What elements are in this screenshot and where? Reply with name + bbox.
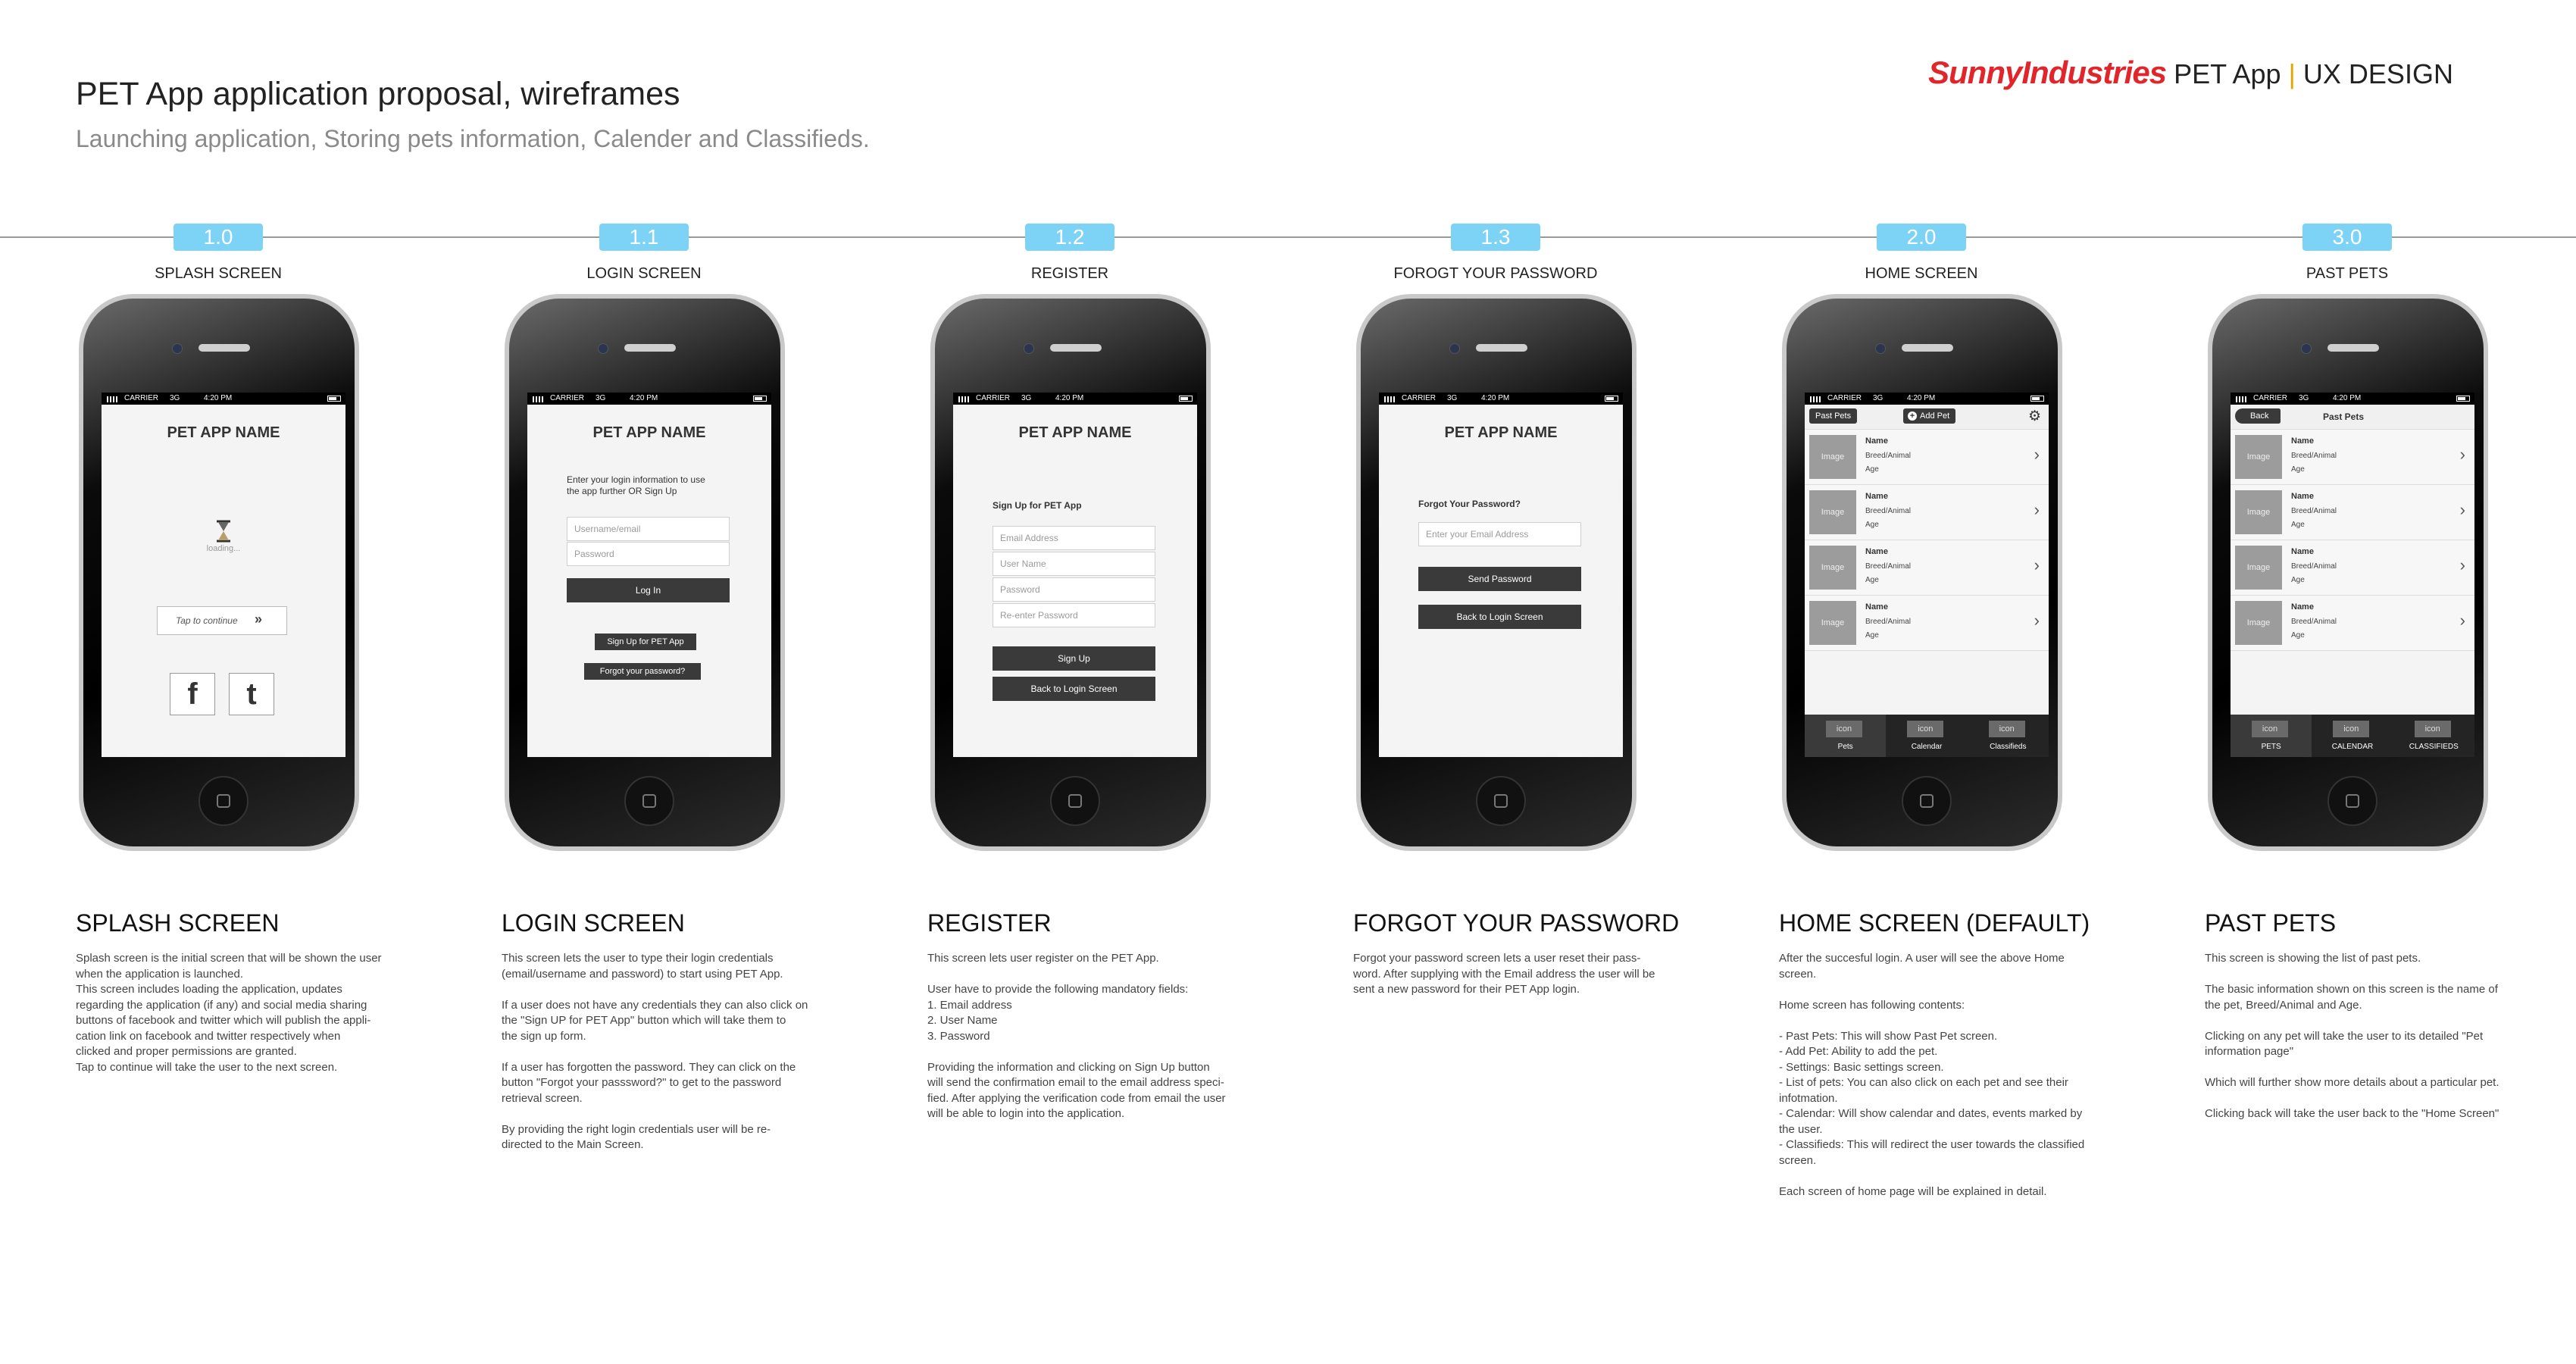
pet-list bbox=[1805, 430, 2049, 651]
status-bar bbox=[527, 393, 771, 405]
pet-image-placeholder: Image bbox=[2235, 601, 2282, 645]
phone-screen bbox=[102, 393, 345, 757]
speaker-grille bbox=[199, 344, 250, 352]
phone-screen bbox=[2231, 393, 2474, 757]
battery-icon bbox=[1605, 396, 1618, 402]
tab-icon-placeholder: icon bbox=[1989, 721, 2025, 737]
pet-image-placeholder: Image bbox=[1809, 435, 1856, 479]
tab-label: CLASSIFIEDS bbox=[2409, 743, 2459, 751]
battery-icon bbox=[1179, 396, 1193, 402]
description-title: REGISTER bbox=[927, 909, 1052, 937]
hourglass-icon bbox=[215, 520, 232, 546]
tab-label: Calendar bbox=[1911, 743, 1943, 751]
time-label: 4:20 PM bbox=[630, 394, 658, 402]
back-to-login-button[interactable]: Back to Login Screen bbox=[993, 677, 1155, 701]
battery-icon bbox=[2456, 396, 2470, 402]
carrier-label: CARRIER bbox=[124, 394, 159, 402]
pet-age: Age bbox=[2291, 631, 2305, 640]
description-title: PAST PETS bbox=[2205, 909, 2337, 937]
screen-label: LOGIN SCREEN bbox=[586, 265, 702, 282]
battery-icon bbox=[2030, 396, 2044, 402]
screen-number-badge: 1.3 bbox=[1451, 224, 1540, 251]
phone-mockup bbox=[79, 294, 359, 851]
pet-list-item[interactable] bbox=[2231, 540, 2474, 596]
signal-icon bbox=[107, 396, 117, 402]
home-square-icon bbox=[642, 794, 656, 808]
status-bar bbox=[1805, 393, 2049, 405]
signal-icon bbox=[958, 396, 969, 402]
screen-number-badge: 3.0 bbox=[2302, 224, 2392, 251]
tab-bar bbox=[2231, 715, 2474, 757]
signal-icon bbox=[2236, 396, 2246, 402]
nav-bar bbox=[1805, 405, 2049, 430]
chevron-right-icon: › bbox=[2459, 500, 2465, 519]
phone-mockup bbox=[1782, 294, 2062, 851]
brand-app-name: PET App bbox=[2174, 58, 2281, 89]
pet-breed: Breed/Animal bbox=[1865, 452, 1912, 460]
screen-label: REGISTER bbox=[1030, 265, 1109, 282]
loading-text: loading... bbox=[206, 544, 241, 553]
camera-icon bbox=[172, 343, 183, 354]
brand-logo: SunnyIndustries bbox=[1928, 55, 2167, 90]
description-body: Forgot your password screen lets a user reset their pass- word. After supplying with the Email address the user will be sent a new password for their PET App login. bbox=[1353, 952, 1655, 996]
signup-button[interactable]: Sign Up bbox=[993, 646, 1155, 671]
forgot-password-heading: Forgot Your Password? bbox=[1418, 499, 1521, 509]
carrier-label: CARRIER bbox=[2253, 394, 2288, 402]
page-title: PET App application proposal, wireframes bbox=[76, 76, 680, 112]
screen-number-badge: 1.0 bbox=[174, 224, 263, 251]
home-button[interactable] bbox=[2327, 776, 2377, 826]
home-square-icon bbox=[1920, 794, 1934, 808]
double-chevron-icon: » bbox=[255, 612, 263, 627]
home-button[interactable] bbox=[624, 776, 674, 826]
pet-breed: Breed/Animal bbox=[2291, 618, 2337, 626]
network-label: 3G bbox=[170, 394, 180, 402]
tab-calendar[interactable] bbox=[2312, 715, 2393, 757]
tap-to-continue-label: Tap to continue bbox=[176, 615, 238, 626]
chevron-right-icon: › bbox=[2459, 611, 2465, 630]
gear-icon[interactable]: ⚙ bbox=[2027, 408, 2041, 424]
description-body: This screen is showing the list of past pets. The basic information shown on this screen is the name of the pet, Breed/Animal and Age. Clicking on any pet will take the user to its detailed "Pet information page" Which will further show more details about a particular pet. Clicking back will take the user back to the "Home Screen" bbox=[2205, 952, 2499, 1120]
chevron-right-icon: › bbox=[2459, 555, 2465, 574]
forgot-password-button[interactable]: Forgot your password? bbox=[584, 663, 701, 680]
pet-image-placeholder: Image bbox=[1809, 601, 1856, 645]
screen-label: SPLASH SCREEN bbox=[155, 265, 282, 282]
description-title: HOME SCREEN (DEFAULT) bbox=[1779, 909, 2090, 937]
phone-mockup bbox=[930, 294, 1211, 851]
signal-icon bbox=[1810, 396, 1821, 402]
nav-bar bbox=[2231, 405, 2474, 430]
confirm-password-field[interactable]: Re-enter Password bbox=[993, 603, 1155, 627]
email-input[interactable]: Enter your Email Address bbox=[1418, 522, 1581, 546]
wireframe-column-splash bbox=[76, 0, 500, 1364]
pet-breed: Breed/Animal bbox=[2291, 507, 2337, 515]
pet-breed: Breed/Animal bbox=[1865, 507, 1912, 515]
network-label: 3G bbox=[1447, 394, 1458, 402]
pet-name: Name bbox=[2291, 602, 2314, 612]
tab-icon-placeholder: icon bbox=[2333, 721, 2369, 737]
facebook-share-button[interactable]: f bbox=[170, 673, 215, 715]
tab-calendar[interactable] bbox=[1886, 715, 1967, 757]
login-button[interactable]: Log In bbox=[567, 578, 730, 602]
screen-label: FOROGT YOUR PASSWORD bbox=[1393, 265, 1598, 282]
description-title: LOGIN SCREEN bbox=[502, 909, 685, 937]
pet-image-placeholder: Image bbox=[1809, 490, 1856, 534]
pet-name: Name bbox=[1865, 547, 1888, 556]
home-button[interactable] bbox=[199, 776, 249, 826]
speaker-grille bbox=[1476, 344, 1527, 352]
pet-list-item[interactable] bbox=[2231, 485, 2474, 540]
tab-label: Pets bbox=[1837, 743, 1853, 751]
pet-name: Name bbox=[2291, 436, 2314, 446]
battery-icon bbox=[327, 396, 341, 402]
wireframe-column-forgot-password bbox=[1353, 0, 1777, 1364]
app-name: PET APP NAME bbox=[1018, 424, 1132, 441]
pet-name: Name bbox=[2291, 547, 2314, 556]
speaker-grille bbox=[2327, 344, 2379, 352]
home-button[interactable] bbox=[1476, 776, 1526, 826]
chevron-right-icon: › bbox=[2459, 445, 2465, 464]
tab-pets[interactable] bbox=[1805, 715, 1886, 757]
back-to-login-button[interactable]: Back to Login Screen bbox=[1418, 605, 1581, 629]
wireframe-column-home bbox=[1779, 0, 2203, 1364]
pet-list-item[interactable] bbox=[2231, 596, 2474, 651]
time-label: 4:20 PM bbox=[1055, 394, 1084, 402]
chevron-right-icon: › bbox=[2034, 500, 2040, 519]
pet-age: Age bbox=[1865, 465, 1879, 474]
description-body: Splash screen is the initial screen that will be shown the user when the application is launched. This screen includes loading the application, updates regarding the application (if any) and social media sharing buttons of facebook and twitter which will publish the appli- cation link on facebook and twitter respectively when clicked and proper permissions are granted. Tap to continue will take the user to the next screen. bbox=[76, 952, 382, 1074]
chevron-right-icon: › bbox=[2034, 611, 2040, 630]
description-body: This screen lets user register on the PET App. User have to provide the following mandatory fields: 1. Email address 2. User Name 3. Password Providing the information and clicking on Sign Up button will send the confirmation email to the email address speci- fied. After applying the verification code from email the user will be able to login into the application. bbox=[927, 952, 1226, 1120]
pet-image-placeholder: Image bbox=[2235, 435, 2282, 479]
network-label: 3G bbox=[1873, 394, 1884, 402]
brand-separator: | bbox=[2288, 58, 2296, 89]
carrier-label: CARRIER bbox=[976, 394, 1011, 402]
speaker-grille bbox=[1050, 344, 1102, 352]
time-label: 4:20 PM bbox=[204, 394, 233, 402]
pet-image-placeholder: Image bbox=[1809, 546, 1856, 590]
app-name: PET APP NAME bbox=[592, 424, 706, 441]
app-name: PET APP NAME bbox=[167, 424, 280, 441]
twitter-share-button[interactable]: t bbox=[229, 673, 274, 715]
description-title: FORGOT YOUR PASSWORD bbox=[1353, 909, 1680, 937]
tab-classifieds[interactable] bbox=[2393, 715, 2474, 757]
pet-list-item[interactable] bbox=[1805, 596, 2049, 651]
camera-icon bbox=[1024, 343, 1034, 354]
tab-icon-placeholder: icon bbox=[2252, 721, 2288, 737]
home-square-icon bbox=[1494, 794, 1508, 808]
home-button[interactable] bbox=[1902, 776, 1952, 826]
description-body: After the succesful login. A user will see the above Home screen. Home screen has following contents: - Past Pets: This will show Past Pet screen. - Add Pet: Ability to add the pet. - Settings: Basic settings screen. - List of pets: You can also click on each pet and see their infotmation. - Calendar: Will show calendar and dates, events marked by the user. - Classifieds: This will redirect the user towards the classified screen. Each screen of home page will be explained in detail. bbox=[1779, 952, 2085, 1198]
password-input[interactable]: Password bbox=[567, 542, 730, 566]
wireframe-column-register bbox=[927, 0, 1352, 1364]
home-square-icon bbox=[217, 794, 230, 808]
wireframe-column-login bbox=[502, 0, 926, 1364]
tab-classifieds[interactable] bbox=[1968, 715, 2049, 757]
login-intro-text: Enter your login information to use the app further OR Sign Up bbox=[567, 474, 705, 496]
pet-age: Age bbox=[1865, 576, 1879, 584]
carrier-label: CARRIER bbox=[1827, 394, 1862, 402]
chevron-right-icon: › bbox=[2034, 445, 2040, 464]
phone-screen bbox=[1379, 393, 1623, 757]
back-button[interactable]: Back bbox=[2235, 408, 2281, 424]
brand-section: UX DESIGN bbox=[2302, 58, 2453, 89]
time-label: 4:20 PM bbox=[1907, 394, 1936, 402]
speaker-grille bbox=[1902, 344, 1953, 352]
page-subtitle: Launching application, Storing pets information, Calender and Classifieds. bbox=[76, 125, 870, 152]
phone-screen bbox=[527, 393, 771, 757]
wireframe-column-past-pets bbox=[2205, 0, 2576, 1364]
pet-list-item[interactable] bbox=[1805, 430, 2049, 485]
description-body: This screen lets the user to type their login credentials (email/username and password) to start using PET App. If a user does not have any credentials they can also click on the "Sign UP for PET App" button which will take them to the sign up form. If a user has forgotten the password. They can click on the button "Forgot your passsword?" to get to the password retrieval screen. By providing the right login credentials user will be re- directed to the Main Screen. bbox=[502, 952, 808, 1151]
screen-label: HOME SCREEN bbox=[1865, 265, 1978, 282]
time-label: 4:20 PM bbox=[2333, 394, 2362, 402]
nav-title: Past Pets bbox=[2323, 411, 2365, 422]
home-button[interactable] bbox=[1050, 776, 1100, 826]
network-label: 3G bbox=[1021, 394, 1032, 402]
pet-age: Age bbox=[1865, 631, 1879, 640]
network-label: 3G bbox=[596, 394, 606, 402]
pet-age: Age bbox=[2291, 521, 2305, 529]
pet-name: Name bbox=[1865, 436, 1888, 446]
add-pet-label: Add Pet bbox=[1920, 411, 1950, 421]
status-bar bbox=[2231, 393, 2474, 405]
past-pets-button[interactable]: Past Pets bbox=[1809, 408, 1857, 424]
signal-icon bbox=[1384, 396, 1395, 402]
camera-icon bbox=[2301, 343, 2312, 354]
status-bar bbox=[1379, 393, 1623, 405]
signup-button[interactable]: Sign Up for PET App bbox=[595, 634, 696, 650]
tab-icon-placeholder: icon bbox=[1907, 721, 1943, 737]
description-title: SPLASH SCREEN bbox=[76, 909, 280, 937]
pet-age: Age bbox=[2291, 576, 2305, 584]
pet-list-item[interactable] bbox=[2231, 430, 2474, 485]
pet-list-item[interactable] bbox=[1805, 540, 2049, 596]
add-pet-button[interactable] bbox=[1903, 408, 1955, 424]
tab-label: PETS bbox=[2261, 743, 2281, 751]
tab-pets[interactable] bbox=[2231, 715, 2312, 757]
camera-icon bbox=[1875, 343, 1886, 354]
app-name: PET APP NAME bbox=[1444, 424, 1558, 441]
pet-image-placeholder: Image bbox=[2235, 490, 2282, 534]
pet-breed: Breed/Animal bbox=[1865, 562, 1912, 571]
battery-icon bbox=[753, 396, 767, 402]
screen-label: PAST PETS bbox=[2306, 265, 2389, 282]
home-square-icon bbox=[2346, 794, 2359, 808]
pet-breed: Breed/Animal bbox=[2291, 452, 2337, 460]
password-field[interactable]: Password bbox=[993, 577, 1155, 602]
network-label: 3G bbox=[2299, 394, 2309, 402]
username-input[interactable]: Username/email bbox=[567, 517, 730, 541]
username-field[interactable]: User Name bbox=[993, 552, 1155, 576]
email-field[interactable]: Email Address bbox=[993, 526, 1155, 550]
pet-age: Age bbox=[1865, 521, 1879, 529]
pet-name: Name bbox=[2291, 492, 2314, 501]
chevron-right-icon: › bbox=[2034, 555, 2040, 574]
phone-mockup bbox=[1356, 294, 1637, 851]
phone-mockup bbox=[505, 294, 785, 851]
carrier-label: CARRIER bbox=[550, 394, 585, 402]
send-password-button[interactable]: Send Password bbox=[1418, 567, 1581, 591]
tab-icon-placeholder: icon bbox=[1826, 721, 1862, 737]
pet-breed: Breed/Animal bbox=[1865, 618, 1912, 626]
camera-icon bbox=[1449, 343, 1460, 354]
status-bar bbox=[102, 393, 345, 405]
speaker-grille bbox=[624, 344, 676, 352]
tab-label: Classifieds bbox=[1990, 743, 2027, 751]
pet-age: Age bbox=[2291, 465, 2305, 474]
camera-icon bbox=[598, 343, 608, 354]
home-square-icon bbox=[1068, 794, 1082, 808]
time-label: 4:20 PM bbox=[1481, 394, 1510, 402]
tap-to-continue-button[interactable] bbox=[157, 606, 287, 635]
tab-icon-placeholder: icon bbox=[2415, 721, 2451, 737]
pet-name: Name bbox=[1865, 602, 1888, 612]
screen-number-badge: 1.1 bbox=[599, 224, 689, 251]
pet-list bbox=[2231, 430, 2474, 651]
pet-name: Name bbox=[1865, 492, 1888, 501]
plus-icon: + bbox=[1908, 411, 1917, 421]
screen-number-badge: 1.2 bbox=[1025, 224, 1114, 251]
pet-image-placeholder: Image bbox=[2235, 546, 2282, 590]
phone-mockup bbox=[2208, 294, 2488, 851]
signal-icon bbox=[533, 396, 543, 402]
carrier-label: CARRIER bbox=[1402, 394, 1436, 402]
status-bar bbox=[953, 393, 1197, 405]
tab-bar bbox=[1805, 715, 2049, 757]
tab-label: CALENDAR bbox=[2331, 743, 2374, 751]
pet-breed: Breed/Animal bbox=[2291, 562, 2337, 571]
phone-screen bbox=[1805, 393, 2049, 757]
register-heading: Sign Up for PET App bbox=[993, 500, 1082, 511]
pet-list-item[interactable] bbox=[1805, 485, 2049, 540]
screen-number-badge: 2.0 bbox=[1877, 224, 1966, 251]
phone-screen bbox=[953, 393, 1197, 757]
